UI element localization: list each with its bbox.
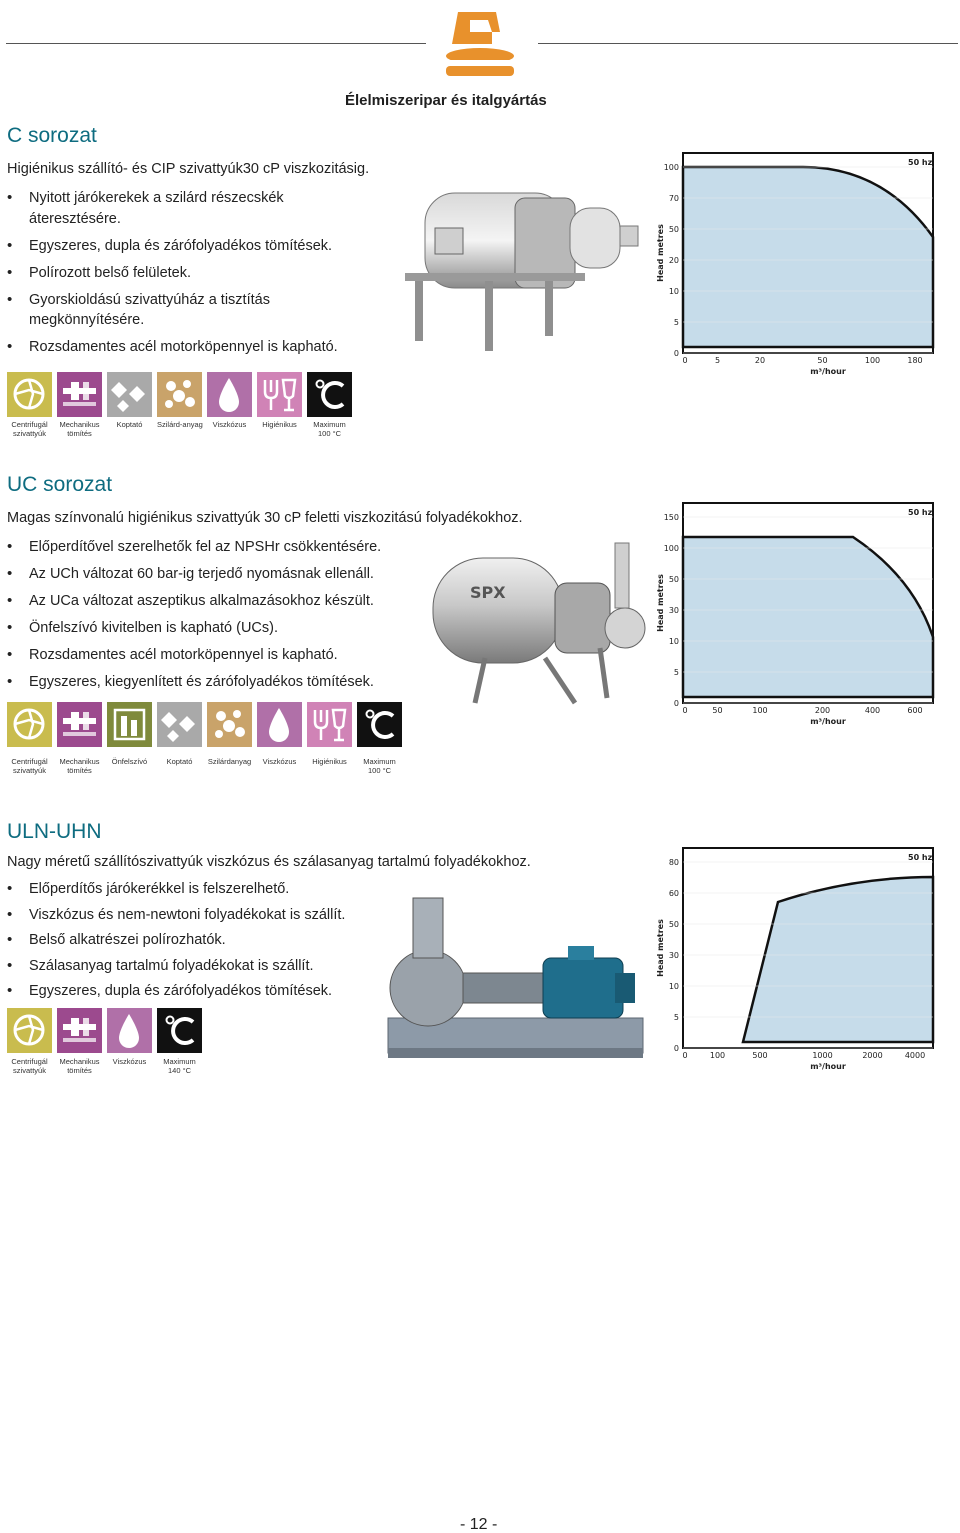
x-tick-label: 0 [682,706,688,715]
y-tick-label: 80 [668,858,679,867]
x-tick-label: 20 [754,356,766,365]
section-title-c: C sorozat [7,124,97,147]
icon-label [107,420,152,429]
viscous-icon [107,1008,152,1053]
performance-chart-uln [655,840,955,1075]
list-item: • Előperdítővel szerelhetők fel az NPSHr csökkentésére. [7,537,381,558]
icon-label [107,757,152,766]
section-intro-c: Higiénikus szállító- és CIP szivattyúk30 cP viszkozitásig. [7,161,370,177]
bullet-list-uln [7,879,345,1007]
list-item: • Egyszeres, kiegyenlített és zárófolyadékos tömítések. [7,672,381,693]
temperature-icon [357,702,402,747]
icon-label [307,420,352,438]
x-tick-label: 4000 [904,1051,926,1060]
chart-frequency-tag: 50 hz [908,158,933,167]
list-item: • Rozsdamentes acél motorköpennyel is kapható. [7,337,338,358]
y-tick-label: 100 [663,544,679,553]
icon-label [207,420,252,429]
x-tick-label: 50 [817,356,828,365]
icon-label [57,420,102,438]
icon-label-line2: 140 °C [167,1066,191,1075]
x-axis-label: m³/hour [810,717,846,725]
icon-label-line1: Mechanikus [59,420,100,429]
list-item: • Az UCh változat 60 bar-ig terjedő nyomásnak ellenáll. [7,564,381,585]
chart-frequency-tag: 50 hz [908,508,933,517]
icon-label [157,1057,202,1075]
uc-series-pump-image [425,538,650,708]
section-intro-uln: Nagy méretű szállítószivattyúk viszkózus és szálasanyag tartalmú folyadékokhoz. [7,854,531,870]
y-tick-label: 100 [663,163,679,172]
icon-label-line2: tömítés [67,429,92,438]
list-item: • Belső alkatrészei polírozhatók. [7,930,345,951]
c-series-pump-image [395,178,645,358]
list-item: • Egyszeres, dupla és zárófolyadékos tömítések. [7,236,338,257]
section-title-uln: ULN-UHN [7,820,102,843]
list-item: • Polírozott belső felületek. [7,263,338,284]
header-rule-left [6,43,426,44]
icon-label-line1: Maximum [163,1057,196,1066]
icon-label-line2: tömítés [67,1066,92,1075]
icon-label [257,420,302,429]
icon-label-line1: Centrifugál [11,1057,48,1066]
list-item: • Az UCa változat aszeptikus alkalmazásokhoz készült. [7,591,381,612]
temperature-icon [307,372,352,417]
icon-label-line1: Higiénikus [262,420,297,429]
section-title-uc: UC sorozat [7,473,113,496]
y-tick-label: 60 [668,889,679,898]
icon-label-line1: Önfelszívó [111,757,148,766]
y-axis-label: Head metres [656,574,665,632]
icon-label-line1: Mechanikus [59,757,100,766]
y-tick-label: 50 [668,920,679,929]
x-tick-label: 500 [752,1051,768,1060]
icon-label [157,420,202,429]
icon-label-line2: szivattyúk [13,766,46,775]
icon-label-line2: szivattyúk [13,1066,46,1075]
icon-label [7,757,52,775]
list-item: • Nyitott járókerekek a szilárd részecskék [7,188,338,209]
icon-label-line1: Centrifugál [11,757,48,766]
y-tick-label: 20 [668,256,679,265]
icon-label-line1: Koptató [166,757,193,766]
bullet-list-c [7,188,338,364]
x-tick-label: 180 [907,356,923,365]
icon-label-line1: Koptató [116,420,143,429]
centrifugal-icon [7,372,52,417]
icon-label [257,757,302,766]
icon-label-line1: Viszkózus [262,757,297,766]
mechanical-seal-icon [57,702,102,747]
svg-text:SPX: SPX [470,583,506,602]
y-tick-label: 30 [668,606,679,615]
icon-label-line2: 100 °C [317,429,341,438]
centrifugal-icon [7,1008,52,1053]
y-tick-label: 150 [663,513,679,522]
y-tick-label: 0 [673,699,679,708]
mechanical-seal-icon [57,1008,102,1053]
x-tick-label: 200 [814,706,831,715]
y-tick-label: 10 [668,637,679,646]
food-industry-icon [440,6,520,80]
x-axis-label: m³/hour [810,1062,846,1071]
list-item: • Önfelszívó kivitelben is kapható (UCs). [7,618,381,639]
icon-label [7,420,52,438]
y-tick-label: 5 [673,318,679,327]
performance-chart-c [655,145,955,375]
icon-label [107,1057,152,1066]
y-tick-label: 5 [673,1013,679,1022]
icon-label-line1: Centrifugál [11,420,48,429]
icon-label-line2: 100 °C [367,766,391,775]
x-tick-label: 1000 [812,1051,833,1060]
list-item: • Gyorskioldású szivattyúház a tisztítás [7,290,338,311]
icon-label-line1: Szilárd-anyag [157,420,203,429]
x-tick-label: 5 [714,356,721,365]
icon-label-line1: Szilárdanyag [207,757,252,766]
temperature-icon [157,1008,202,1053]
y-tick-label: 70 [668,194,679,203]
list-item: • Rozsdamentes acél motorköpennyel is kapható. [7,645,381,666]
list-item-continuation: megkönnyítésére. [29,312,145,328]
x-tick-label: 600 [907,706,923,715]
y-tick-label: 10 [668,287,679,296]
feature-icons-c [7,372,352,417]
solids-icon [207,702,252,747]
icon-label-line1: Viszkózus [112,1057,147,1066]
icon-label-line1: Mechanikus [59,1057,100,1066]
y-tick-label: 30 [668,951,679,960]
y-axis-label: Head metres [656,919,665,977]
icon-label [207,757,252,766]
y-tick-label: 0 [673,349,679,358]
list-item: • Előperdítős járókerékkel is felszerelhető. [7,879,345,900]
abrasive-icon [107,372,152,417]
icon-label [307,757,352,766]
feature-icons-uc [7,702,402,747]
icon-label-line1: Maximum [313,420,346,429]
x-tick-label: 100 [864,356,881,365]
x-tick-label: 50 [712,706,723,715]
y-tick-label: 0 [673,1044,679,1053]
viscous-icon [207,372,252,417]
y-tick-label: 50 [668,575,679,584]
list-item: • Egyszeres, dupla és zárófolyadékos tömítések. [7,981,345,1002]
y-tick-label: 50 [668,225,679,234]
icon-label-line1: Maximum [363,757,396,766]
x-tick-label: 2000 [862,1051,883,1060]
abrasive-icon [157,702,202,747]
header-rule-right [538,43,958,44]
icon-label-line1: Viszkózus [212,420,247,429]
uln-uhn-pump-image [383,888,648,1066]
icon-label-line2: szivattyúk [13,429,46,438]
icon-label [57,1057,102,1075]
page-title: Élelmiszeripar és italgyártás [345,92,547,109]
x-tick-label: 400 [864,706,881,715]
page-number: - 12 - [460,1516,498,1533]
icon-label [157,757,202,766]
y-tick-label: 10 [668,982,679,991]
chart-frequency-tag: 50 hz [908,853,933,862]
viscous-icon [257,702,302,747]
x-tick-label: 100 [709,1051,726,1060]
y-axis-label: Head metres [656,224,665,282]
x-tick-label: 0 [682,356,688,365]
section-intro-uc: Magas színvonalú higiénikus szivattyúk 30 cP feletti viszkozitású folyadékokhoz. [7,510,523,526]
icon-label-line2: tömítés [67,766,92,775]
bullet-list-uc [7,537,381,699]
list-item-continuation: áteresztésére. [29,210,121,227]
performance-chart-uc [655,495,955,725]
solids-icon [157,372,202,417]
self-priming-icon [107,702,152,747]
icon-label [7,1057,52,1075]
x-tick-label: 100 [752,706,768,715]
x-tick-label: 0 [682,1051,688,1060]
feature-icons-uln [7,1008,202,1053]
list-item: • Viszkózus és nem-newtoni folyadékokat is szállít. [7,905,345,926]
mechanical-seal-icon [57,372,102,417]
hygienic-icon [257,372,302,417]
icon-label [57,757,102,775]
icon-label [357,757,402,775]
hygienic-icon [307,702,352,747]
centrifugal-icon [7,702,52,747]
y-tick-label: 5 [673,668,679,677]
list-item: • Szálasanyag tartalmú folyadékokat is szállít. [7,956,345,977]
icon-label-line1: Higiénikus [312,757,347,766]
x-axis-label: m³/hour [810,367,846,375]
